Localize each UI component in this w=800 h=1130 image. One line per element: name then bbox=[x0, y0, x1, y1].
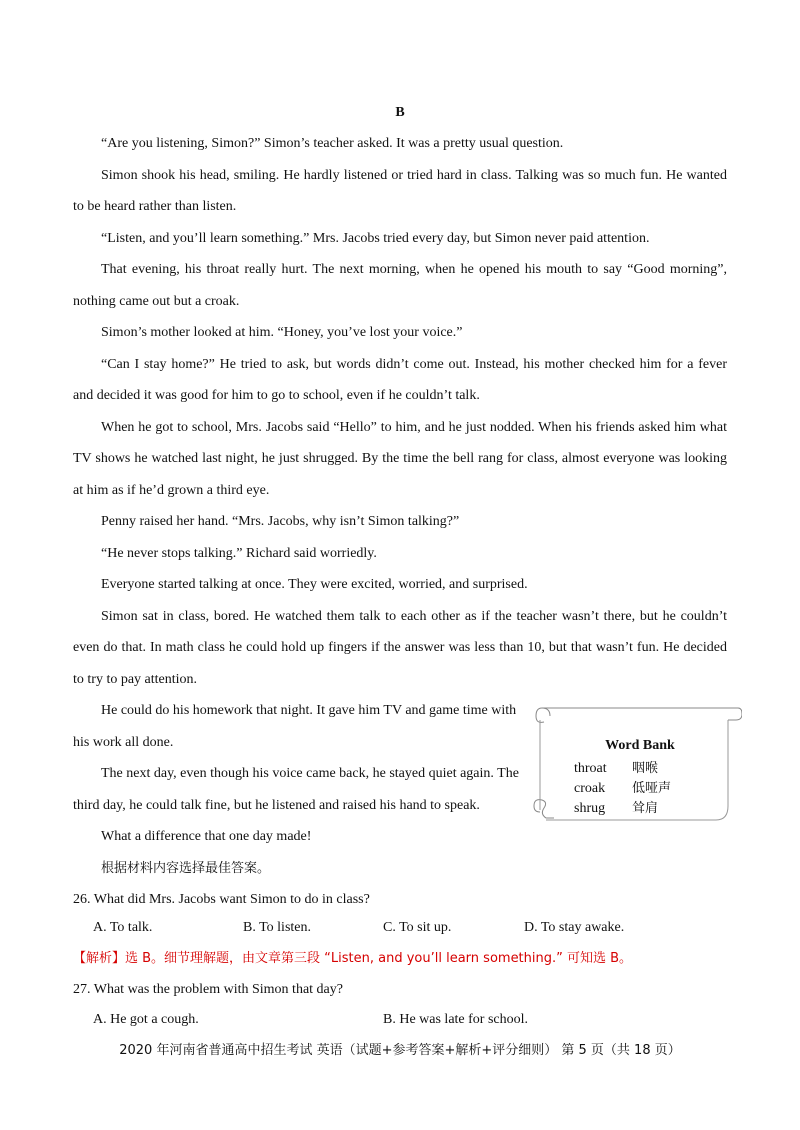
option-a: A. To talk. bbox=[93, 920, 153, 935]
passage-line: and decided it was good for him to go to school, even if he couldn’t talk. bbox=[73, 388, 480, 403]
passage-line: third day, he could talk fine, but he listened and raised his hand to speak. bbox=[73, 798, 480, 813]
question-stem: 26. What did Mrs. Jacobs want Simon to do in class? bbox=[73, 892, 370, 907]
passage-line: “Are you listening, Simon?” Simon’s teacher asked. It was a pretty usual question. bbox=[101, 136, 564, 151]
passage-line: to try to pay attention. bbox=[73, 672, 198, 687]
passage-line: What a difference that one day made! bbox=[101, 829, 312, 844]
word-bank-scroll bbox=[528, 702, 742, 822]
passage-line: When he got to school, Mrs. Jacobs said “Hello” to him, and he just nodded. When his friends asked him what bbox=[101, 420, 727, 435]
option-d: D. To stay awake. bbox=[524, 920, 625, 935]
passage-line: He could do his homework that night. It gave him TV and game time with bbox=[101, 703, 517, 718]
word-bank-translation: 耸肩 bbox=[632, 801, 659, 816]
passage-line: TV shows he watched last night, he just shrugged. By the time the bell rang for class, almost everyone was looking bbox=[73, 451, 727, 466]
passage-line: Simon shook his head, smiling. He hardly listened or tried hard in class. Talking was so much fun. He wanted bbox=[101, 168, 727, 183]
word-bank-title: Word Bank bbox=[605, 738, 675, 753]
passage-line: even do that. In math class he could hold up fingers if the answer was less than 10, but that wasn’t fun. He decided bbox=[73, 640, 727, 655]
option-b: B. He was late for school. bbox=[383, 1012, 529, 1027]
instruction-text: 根据材料内容选择最佳答案。 bbox=[101, 861, 271, 876]
passage-line: “Can I stay home?” He tried to ask, but words didn’t come out. Instead, his mother checked him for a fever bbox=[101, 357, 727, 372]
word-bank-term: shrug bbox=[574, 801, 606, 816]
passage-line: Everyone started talking at once. They were excited, worried, and surprised. bbox=[101, 577, 528, 592]
option-b: B. To listen. bbox=[243, 920, 311, 935]
passage-line: The next day, even though his voice came back, he stayed quiet again. The bbox=[101, 766, 519, 781]
passage-line: That evening, his throat really hurt. The next morning, when he opened his mouth to say “Good morning”, bbox=[101, 262, 727, 277]
passage-line: Simon sat in class, bored. He watched them talk to each other as if the teacher wasn’t there, but he couldn’t bbox=[101, 609, 727, 624]
passage-line: to be heard rather than listen. bbox=[73, 199, 237, 214]
page-footer: 2020 年河南省普通高中招生考试 英语（试题+参考答案+解析+评分细则） 第 5 页（共 18 页） bbox=[119, 1043, 681, 1058]
answer-analysis: 【解析】选 B。细节理解题，由文章第三段 “Listen, and you’ll learn something.” 可知选 B。 bbox=[73, 951, 633, 966]
word-bank-translation: 咽喉 bbox=[632, 761, 659, 776]
option-a: A. He got a cough. bbox=[93, 1012, 199, 1027]
word-bank-translation: 低哑声 bbox=[632, 781, 672, 796]
question-stem: 27. What was the problem with Simon that day? bbox=[73, 982, 343, 997]
passage-line: Simon’s mother looked at him. “Honey, you’ve lost your voice.” bbox=[101, 325, 463, 340]
passage-line: at him as if he’d grown a third eye. bbox=[73, 483, 270, 498]
word-bank-term: croak bbox=[574, 781, 606, 796]
passage-line: “Listen, and you’ll learn something.” Mrs. Jacobs tried every day, but Simon never paid attention. bbox=[101, 231, 650, 246]
option-c: C. To sit up. bbox=[383, 920, 452, 935]
passage-line: his work all done. bbox=[73, 735, 174, 750]
passage-line: Penny raised her hand. “Mrs. Jacobs, why isn’t Simon talking?” bbox=[101, 514, 460, 529]
word-bank-term: throat bbox=[574, 761, 607, 776]
passage-line: nothing came out but a croak. bbox=[73, 294, 240, 309]
section-label: B bbox=[395, 105, 405, 120]
passage-line: “He never stops talking.” Richard said worriedly. bbox=[101, 546, 377, 561]
